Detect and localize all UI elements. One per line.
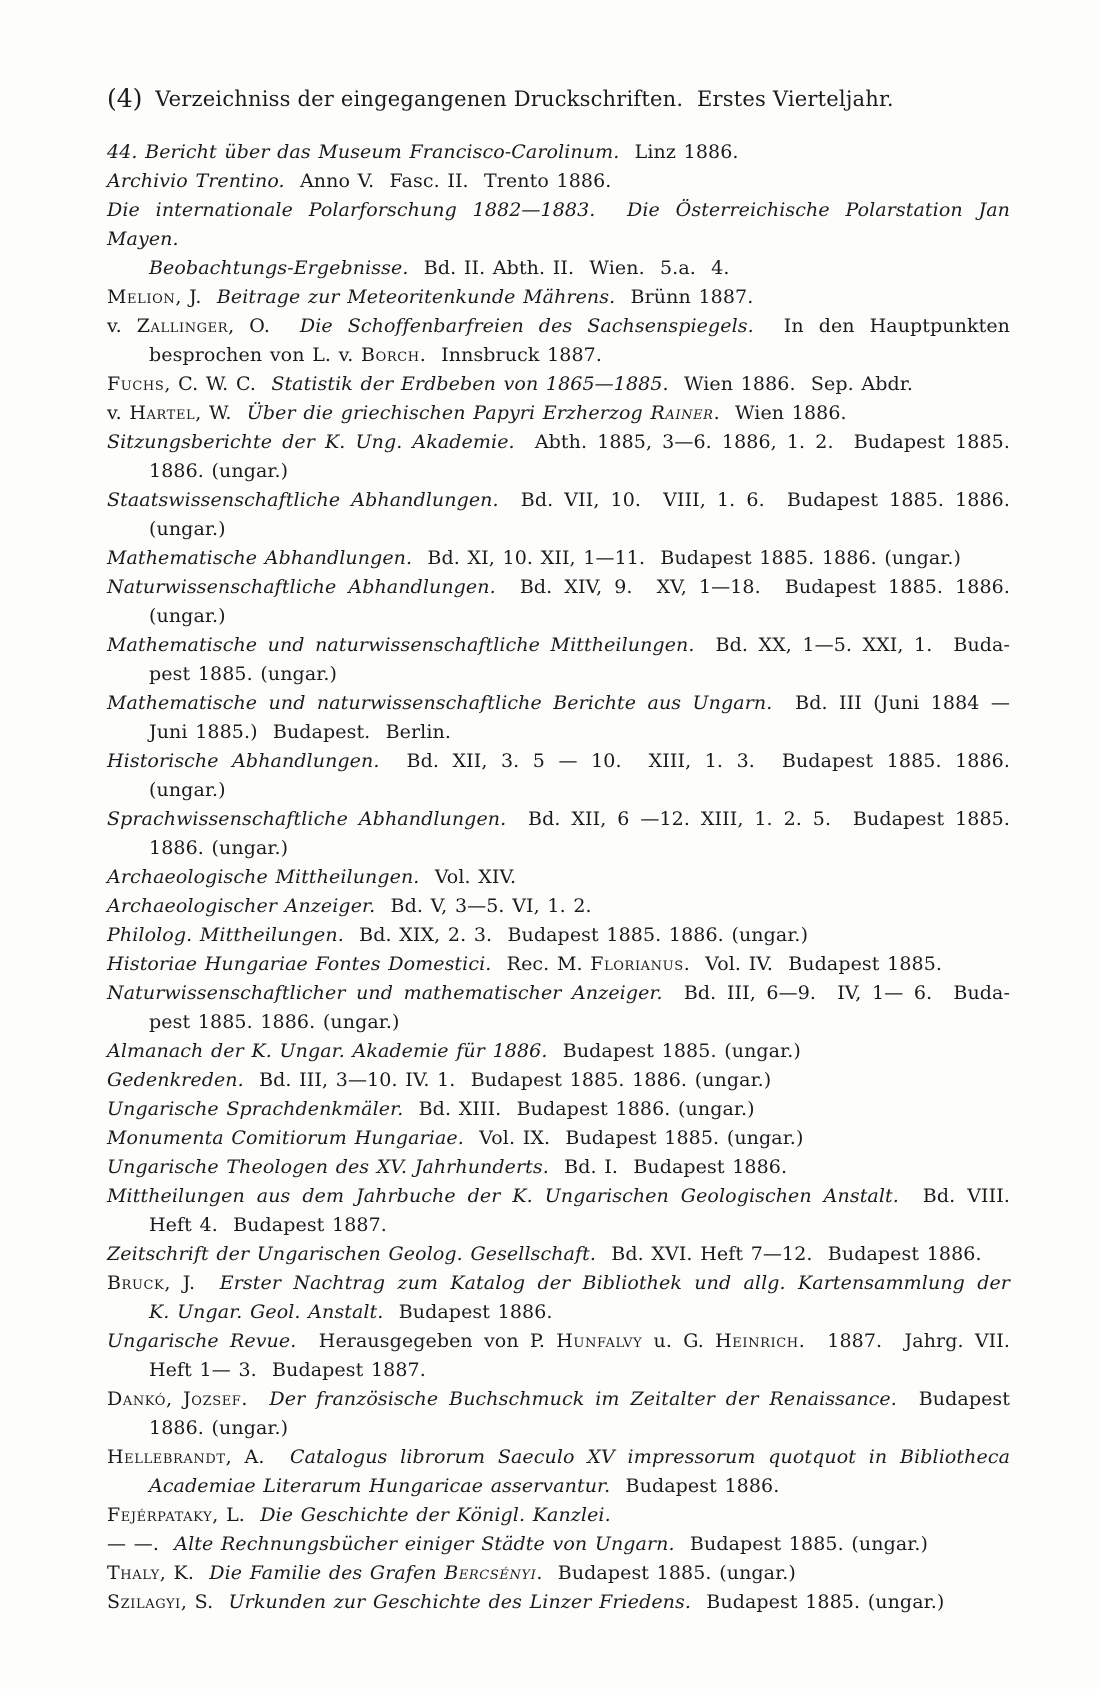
entry-line [107, 602, 1010, 631]
entry-text: , S. [180, 1591, 229, 1613]
entry-line [107, 457, 1010, 486]
entry-text: (ungar.) [149, 605, 226, 627]
entry-text: Budapest 1885. (ungar.) [674, 1533, 929, 1555]
entry-text: Bd. I. Budapest 1886. [548, 1156, 788, 1178]
entry-line [107, 1037, 1010, 1066]
person-name: Hartel [129, 402, 196, 424]
entry-text: Bd. XI, 10. XII, 1—11. Budapest 1885. 1886. (ungar.) [412, 547, 962, 569]
entry-line [107, 428, 1010, 457]
entry-text: Bd. XII, 3. 5 — 10. XIII, 1. 3. Budapest 1885. 1886. [379, 750, 1010, 772]
bibliography-entry [107, 1501, 1010, 1530]
person-name: Fejérpataky [107, 1504, 213, 1526]
page-header [107, 84, 1010, 118]
entry-text: Anno V. Fasc. II. Trento 1886. [284, 170, 612, 192]
entry-line [107, 689, 1010, 718]
work-title: Die Schoffenbarfreien des Sachsenspiegels. [299, 315, 754, 337]
work-title: Almanach der K. Ungar. Akademie für 1886. [107, 1040, 548, 1062]
bibliography-entry [107, 1124, 1010, 1153]
entry-text: u. G. [642, 1330, 716, 1352]
entry-line [107, 1559, 1010, 1588]
entry-line [107, 1414, 1010, 1443]
work-title: Sprachwissenschaftliche Abhandlungen. [107, 808, 507, 830]
bibliography-entry [107, 892, 1010, 921]
entry-line [107, 776, 1010, 805]
work-title: Die Geschichte der Königl. Kanzlei. [260, 1504, 611, 1526]
bibliography-entry [107, 1037, 1010, 1066]
person-name: Zallinger [136, 315, 229, 337]
entry-text: v. [107, 402, 130, 424]
entry-line [107, 573, 1010, 602]
entry-text: , A. [225, 1446, 290, 1468]
entry-text: Bd. VIII. [898, 1185, 1010, 1207]
entry-text: , K. [159, 1562, 210, 1584]
work-title: Historiae Hungariae Fontes Domestici. [107, 953, 492, 975]
entry-text: Herausgegeben von P. [296, 1330, 557, 1352]
entry-line [107, 167, 1010, 196]
entry-line [107, 1066, 1010, 1095]
entry-text: . Budapest 1885. (ungar.) [536, 1562, 796, 1584]
entry-text: Vol. IX. Budapest 1885. (ungar.) [463, 1127, 804, 1149]
work-title: Mathematische und naturwissenschaftliche Mittheilungen. [107, 634, 695, 656]
work-title: Historische Abhandlungen. [107, 750, 380, 772]
entry-text: , [166, 1388, 184, 1410]
entry-text: 1886. (ungar.) [149, 1417, 289, 1439]
entry-line [107, 921, 1010, 950]
bibliography [107, 138, 1010, 1617]
bibliography-entry [107, 1269, 1010, 1327]
entry-line [107, 950, 1010, 979]
entry-text: Bd. V, 3—5. VI, 1. 2. [375, 895, 592, 917]
bibliography-entry [107, 863, 1010, 892]
entry-line [107, 1124, 1010, 1153]
entry-line [107, 341, 1010, 370]
bibliography-entry [107, 1182, 1010, 1240]
work-title: Catalogus librorum Saeculo XV impressorum quotquot in Bibliotheca [290, 1446, 1010, 1468]
work-title: Erster Nachtrag zum Katalog der Bibliothek und allg. Kartensammlung der [219, 1272, 1010, 1294]
work-title: Über die griechischen Papyri Erzherzog [246, 402, 651, 424]
person-name: Bercsényi [444, 1562, 537, 1584]
bibliography-entry [107, 921, 1010, 950]
entry-text: . Vol. IV. Budapest 1885. [683, 953, 943, 975]
entry-text: , J. [175, 286, 217, 308]
entry-line [107, 979, 1010, 1008]
bibliography-entry [107, 1240, 1010, 1269]
entry-line [107, 1298, 1010, 1327]
entry-text: (ungar.) [149, 518, 226, 540]
entry-line [107, 631, 1010, 660]
work-title: Staatswissenschaftliche Abhandlungen. [107, 489, 499, 511]
entry-line [107, 312, 1010, 341]
work-title: Beitrage zur Meteoritenkunde Mährens. [216, 286, 616, 308]
person-name: Fuchs [107, 373, 165, 395]
entry-line [107, 863, 1010, 892]
entry-text: , C. W. C. [164, 373, 272, 395]
work-title: Die internationale Polarforschung 1882—1883. Die Österreichische Polarstation Jan Mayen. [107, 199, 1010, 250]
person-name: Szilagyi [107, 1591, 181, 1613]
bibliography-entry [107, 1153, 1010, 1182]
work-title: Alte Rechnungsbücher einiger Städte von Ungarn. [174, 1533, 675, 1555]
bibliography-entry [107, 167, 1010, 196]
bibliography-entry [107, 428, 1010, 486]
entry-text: 1886. (ungar.) [149, 837, 289, 859]
person-name: Melion [107, 286, 176, 308]
entry-text: pest 1885. (ungar.) [149, 663, 337, 685]
entry-text: . 1887. Jahrg. VII. [798, 1330, 1010, 1352]
person-name: Dankó [107, 1388, 167, 1410]
entry-line [107, 660, 1010, 689]
entry-text: Bd. XVI. Heft 7—12. Budapest 1886. [595, 1243, 982, 1265]
work-title: Zeitschrift der Ungarischen Geolog. Gesellschaft. [107, 1243, 596, 1265]
entry-line [107, 1443, 1010, 1472]
work-title: Mittheilungen aus dem Jahrbuche der K. Ungarischen Geologischen Anstalt. [107, 1185, 899, 1207]
work-title: Sitzungsberichte der K. Ung. Akademie. [107, 431, 515, 453]
bibliography-entry [107, 1530, 1010, 1559]
page-number: (4) [107, 84, 143, 113]
work-title: Archaeologische Mittheilungen. [107, 866, 420, 888]
entry-text: Juni 1885.) Budapest. Berlin. [149, 721, 452, 743]
entry-text: (ungar.) [149, 779, 226, 801]
person-name: Rainer [650, 402, 714, 424]
entry-line [107, 1327, 1010, 1356]
entry-text: besprochen von L. v. [149, 344, 362, 366]
entry-line [107, 1182, 1010, 1211]
bibliography-entry [107, 1066, 1010, 1095]
bibliography-entry [107, 1095, 1010, 1124]
entry-line [107, 486, 1010, 515]
work-title: Ungarische Sprachdenkmäler. [107, 1098, 404, 1120]
work-title: Beobachtungs-Ergebnisse. [149, 257, 409, 279]
work-title: Ungarische Theologen des XV. Jahrhunderts. [107, 1156, 549, 1178]
entry-line [107, 1385, 1010, 1414]
entry-text: , J. [164, 1272, 220, 1294]
entry-line [107, 747, 1010, 776]
bibliography-entry [107, 370, 1010, 399]
entry-text: Bd. VII, 10. VIII, 1. 6. Budapest 1885. 1886. [498, 489, 1011, 511]
entry-text: Brünn 1887. [615, 286, 754, 308]
entry-line [107, 1356, 1010, 1385]
work-title: Naturwissenschaftlicher und mathematischer Anzeiger. [107, 982, 663, 1004]
entry-text: Linz 1886. [619, 141, 739, 163]
work-title: Urkunden zur Geschichte des Linzer Friedens. [228, 1591, 692, 1613]
bibliography-entry [107, 950, 1010, 979]
entry-text: , O. [228, 315, 300, 337]
entry-line [107, 399, 1010, 428]
work-title: Gedenkreden. [107, 1069, 244, 1091]
person-name: Bruck [107, 1272, 165, 1294]
work-title: Ungarische Revue. [107, 1330, 297, 1352]
work-title: Mathematische Abhandlungen. [107, 547, 413, 569]
entry-line [107, 834, 1010, 863]
page-title: Verzeichniss der eingegangenen Druckschriften. Erstes Vierteljahr. [155, 87, 894, 111]
bibliography-entry [107, 312, 1010, 370]
entry-text: Rec. M. [491, 953, 591, 975]
entry-text: v. [107, 315, 137, 337]
entry-text: — —. [107, 1533, 175, 1555]
entry-line [107, 718, 1010, 747]
work-title: Die Familie des Grafen [209, 1562, 445, 1584]
bibliography-entry [107, 544, 1010, 573]
entry-line [107, 1240, 1010, 1269]
person-name: Thaly [107, 1562, 160, 1584]
entry-line [107, 1269, 1010, 1298]
bibliography-entry [107, 1559, 1010, 1588]
entry-text: Bd. XIX, 2. 3. Budapest 1885. 1886. (ungar.) [343, 924, 809, 946]
entry-text: Budapest [896, 1388, 1011, 1410]
entry-text: , L. [212, 1504, 261, 1526]
bibliography-entry [107, 979, 1010, 1037]
entry-text: Budapest 1885. (ungar.) [691, 1591, 945, 1613]
work-title: 44. Bericht über das Museum Francisco-Carolinum. [107, 141, 620, 163]
bibliography-entry [107, 805, 1010, 863]
entry-text: Wien 1886. Sep. Abdr. [668, 373, 913, 395]
entry-text: Budapest 1886. [610, 1475, 780, 1497]
entry-line [107, 370, 1010, 399]
bibliography-entry [107, 1443, 1010, 1501]
work-title: Monumenta Comitiorum Hungariae. [107, 1127, 464, 1149]
entry-line [107, 805, 1010, 834]
entry-line [107, 1588, 1010, 1617]
person-name: Hellebrandt [107, 1446, 226, 1468]
bibliography-entry [107, 196, 1010, 283]
entry-text: Bd. III (Juni 1884 — [772, 692, 1010, 714]
entry-text: pest 1885. 1886. (ungar.) [149, 1011, 400, 1033]
entry-line [107, 1095, 1010, 1124]
bibliography-entry [107, 1385, 1010, 1443]
entry-line [107, 254, 1010, 283]
bibliography-entry [107, 1327, 1010, 1385]
work-title: Mathematische und naturwissenschaftliche Berichte aus Ungarn. [107, 692, 773, 714]
entry-line [107, 1153, 1010, 1182]
work-title: K. Ungar. Geol. Anstalt. [149, 1301, 384, 1323]
person-name: Florianus [590, 953, 684, 975]
entry-line [107, 1501, 1010, 1530]
work-title: Statistik der Erdbeben von 1865—1885. [271, 373, 669, 395]
entry-line [107, 1472, 1010, 1501]
entry-line [107, 138, 1010, 167]
bibliography-entry [107, 747, 1010, 805]
bibliography-entry [107, 573, 1010, 631]
work-title: Archivio Trentino. [107, 170, 285, 192]
entry-line [107, 892, 1010, 921]
entry-text: 1886. (ungar.) [149, 460, 289, 482]
entry-line [107, 283, 1010, 312]
entry-line [107, 515, 1010, 544]
entry-line [107, 1008, 1010, 1037]
entry-text: , W. [195, 402, 247, 424]
entry-text: Bd. XIII. Budapest 1886. (ungar.) [403, 1098, 755, 1120]
entry-text: Bd. XII, 6 —12. XIII, 1. 2. 5. Budapest 1885. [506, 808, 1010, 830]
bibliography-entry [107, 631, 1010, 689]
bibliography-entry [107, 486, 1010, 544]
person-name: Hunfalvy [556, 1330, 643, 1352]
entry-text: In den Hauptpunkten [753, 315, 1011, 337]
bibliography-entry [107, 689, 1010, 747]
entry-text: Heft 1— 3. Budapest 1887. [149, 1359, 426, 1381]
entry-text: Heft 4. Budapest 1887. [149, 1214, 387, 1236]
entry-text: . Innsbruck 1887. [419, 344, 602, 366]
entry-text: Budapest 1885. (ungar.) [547, 1040, 801, 1062]
entry-text: Bd. III, 3—10. IV. 1. Budapest 1885. 1886. (ungar.) [243, 1069, 772, 1091]
entry-text: Vol. XIV. [419, 866, 517, 888]
bibliography-entry [107, 1588, 1010, 1617]
bibliography-entry [107, 138, 1010, 167]
entry-line [107, 1530, 1010, 1559]
entry-text: Bd. XIV, 9. XV, 1—18. Budapest 1885. 1886. [495, 576, 1010, 598]
bibliography-entry [107, 399, 1010, 428]
person-name: Heinrich [715, 1330, 799, 1352]
entry-line [107, 196, 1010, 254]
entry-text: Abth. 1885, 3—6. 1886, 1. 2. Budapest 1885. [514, 431, 1010, 453]
work-title: Naturwissenschaftliche Abhandlungen. [107, 576, 496, 598]
person-name: Jozsef [183, 1388, 242, 1410]
work-title: Academiae Literarum Hungaricae asservantur. [149, 1475, 611, 1497]
bibliography-entry [107, 283, 1010, 312]
work-title: Archaeologischer Anzeiger. [107, 895, 376, 917]
entry-text: Bd. XX, 1—5. XXI, 1. Buda- [694, 634, 1010, 656]
entry-line [107, 1211, 1010, 1240]
work-title: Philolog. Mittheilungen. [107, 924, 344, 946]
entry-text: Bd. II. Abth. II. Wien. 5.a. 4. [408, 257, 730, 279]
entry-text: Budapest 1886. [383, 1301, 553, 1323]
entry-text: . [241, 1388, 270, 1410]
work-title: Der französische Buchschmuck im Zeitalter der Renaissance. [269, 1388, 897, 1410]
entry-line [107, 544, 1010, 573]
entry-text: . Wien 1886. [713, 402, 847, 424]
person-name: Borch [361, 344, 420, 366]
entry-text: Bd. III, 6—9. IV, 1— 6. Buda- [662, 982, 1010, 1004]
